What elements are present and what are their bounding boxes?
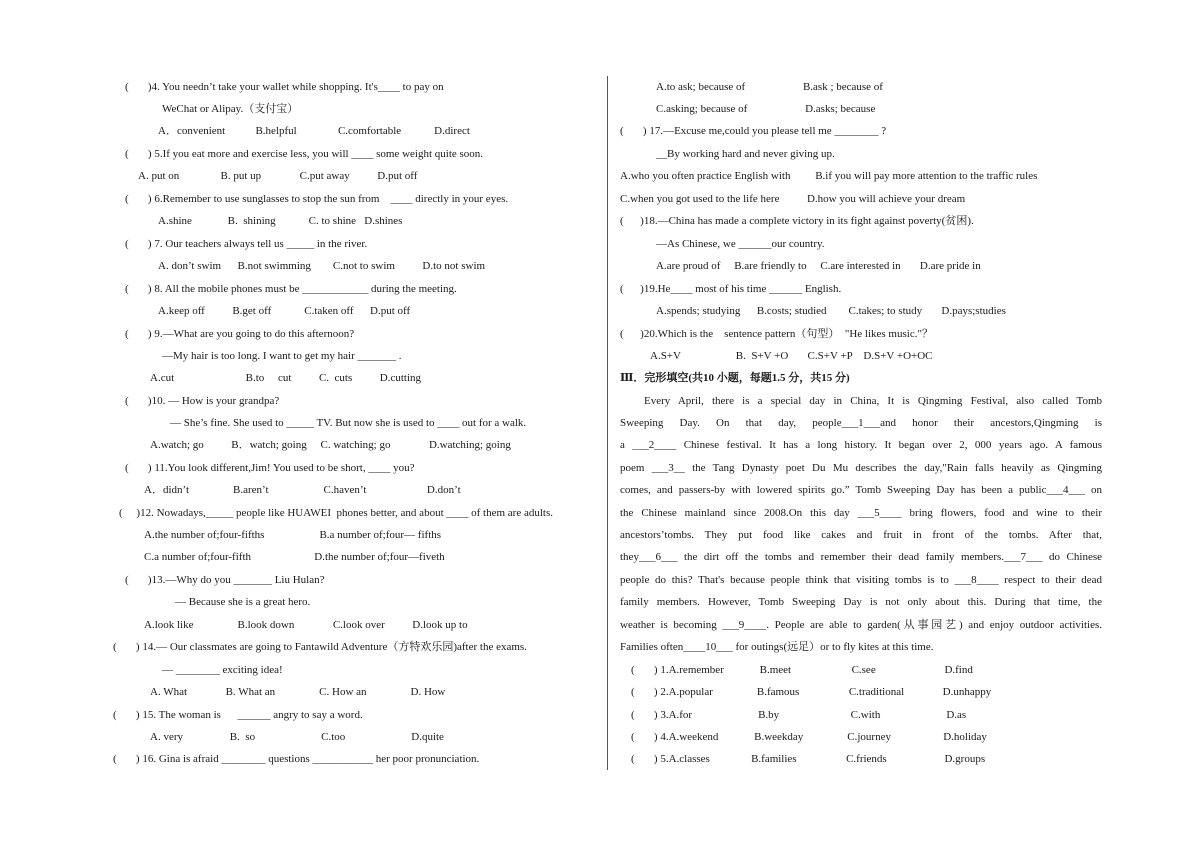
question-line: ( ) 15. The woman is ______ angry to say a word.	[113, 709, 363, 721]
question-line: __By working hard and never giving up.	[656, 148, 835, 160]
cloze-option-line: ( ) 1.A.remember B.meet C.see D.find	[631, 664, 973, 676]
passage-line: family members. However, Tomb Sweeping Day is not only about this. During that time, the	[620, 596, 1102, 608]
question-line: ( ) 14.— Our classmates are going to Fantawild Adventure（方特欢乐园)after the exams.	[113, 641, 527, 653]
passage-line: Families often____10___ for outings(远足）or to fly kites at this time.	[620, 641, 934, 653]
passage-line: comes, and passers-by with lowered spirits go.” Tomb Sweeping Day has been a public___4___ on	[620, 484, 1102, 496]
question-line: WeChat or Alipay.（支付宝）	[162, 103, 299, 115]
question-line: ( ) 7. Our teachers always tell us _____ in the river.	[125, 238, 368, 250]
question-line: C.asking; because of D.asks; because	[656, 103, 876, 115]
question-line: —As Chinese, we ______our country.	[656, 238, 825, 250]
question-line: A.the number of;four-fifths B.a number of;four— fifths	[144, 529, 442, 541]
question-line: ( ) 6.Remember to use sunglasses to stop the sun from ____ directly in your eyes.	[125, 193, 509, 205]
passage-line: the Chinese mainland since 2008.On this day ___5____ bring flowers, food and wine to their	[620, 507, 1102, 519]
question-line: A.watch; go B．watch; going C. watching; go D.watching; going	[150, 439, 511, 451]
question-line: ( )20.Which is the sentence pattern（句型） "He likes music."？	[620, 328, 933, 340]
passage-line: Every April, there is a special day in China, It is Qingming Festival, also called Tomb	[644, 395, 1102, 407]
question-line: ( )13.—Why do you _______ Liu Hulan?	[125, 574, 325, 586]
question-line: ( )10. — How is your grandpa?	[125, 395, 280, 407]
cloze-option-line: ( ) 2.A.popular B.famous C.traditional D.unhappy	[631, 686, 992, 698]
question-line: ( ) 8. All the mobile phones must be ____________ during the meeting.	[125, 283, 457, 295]
question-line: —My hair is too long. I want to get my hair _______ .	[162, 350, 402, 362]
question-line: ( ) 11.You look different,Jim! You used to be short, ____ you?	[125, 462, 415, 474]
question-line: A.spends; studying B.costs; studied C.takes; to study D.pays;studies	[656, 305, 1006, 317]
question-line: A. What B. What an C. How an D. How	[150, 686, 446, 698]
passage-line: a ___2____ Chinese festival. It has a long history. It began over 2, 000 years ago. A famous	[620, 439, 1102, 451]
cloze-option-line: ( ) 3.A.for B.by C.with D.as	[631, 709, 967, 721]
cloze-option-line: ( ) 5.A.classes B.families C.friends D.groups	[631, 753, 986, 765]
question-line: — Because she is a great hero.	[175, 596, 311, 608]
question-line: A.keep off B.get off C.taken off D.put off	[158, 305, 411, 317]
question-line: A．convenient B.helpful C.comfortable D.direct	[158, 125, 470, 137]
passage-line: they___6___ the dirt off the tombs and remember their dead family members.___7___ do Chinese	[620, 551, 1102, 563]
question-line: A. put on B. put up C.put away D.put off	[138, 170, 418, 182]
question-line: ( ) 5.If you eat more and exercise less, you will ____ some weight quite soon.	[125, 148, 484, 160]
question-line: ( ) 9.—What are you going to do this afternoon?	[125, 328, 355, 340]
question-line: ( )19.He____ most of his time ______ English.	[620, 283, 842, 295]
question-line: A.are proud of B.are friendly to C.are interested in D.are pride in	[656, 260, 981, 272]
question-line: A.cut B.to cut C. cuts D.cutting	[150, 372, 422, 384]
question-line: A.shine B. shining C. to shine D.shines	[158, 215, 403, 227]
question-line: ( )12. Nowadays,_____ people like HUAWEI phones better, and about ____ of them are adults.	[119, 507, 553, 519]
section-title: Ⅲ．完形填空(共10 小题，每题1.5 分，共15 分)	[620, 372, 850, 384]
question-line: A. very B. so C.too D.quite	[150, 731, 444, 743]
question-line: A.S+V B. S+V +O C.S+V +P D.S+V +O+OC	[650, 350, 933, 362]
question-line: A.to ask; because of B.ask ; because of	[656, 81, 883, 93]
passage-line: people do this? That's because people think that visiting tombs is to ___8____ respect to their dead	[620, 574, 1102, 586]
column-divider	[607, 76, 608, 770]
question-line: ( ) 16. Gina is afraid ________ questions ___________ her poor pronunciation.	[113, 753, 480, 765]
passage-line: poem ___3__ the Tang Dynasty poet Du Mu describes the day,"Rain falls heavily as Qingming	[620, 462, 1102, 474]
passage-line: ancestors’tombs. They put food like cakes and fruit in front of the tombs. After that,	[620, 529, 1102, 541]
question-line: A.who you often practice English with B.if you will pay more attention to the traffic rules	[620, 170, 1038, 182]
question-line: A. don’t swim B.not swimming C.not to swim D.to not swim	[158, 260, 486, 272]
question-line: — ________ exciting idea!	[162, 664, 283, 676]
passage-line: weather is becoming ___9____. People are able to garden(从事园艺) and enjoy outdoor activities.	[620, 619, 1102, 631]
question-line: C.a number of;four-fifth D.the number of;four—fiveth	[144, 551, 445, 563]
question-line: C.when you got used to the life here D.how you will achieve your dream	[620, 193, 966, 205]
question-line: ( ) 17.—Excuse me,could you please tell me ________ ?	[620, 125, 887, 137]
question-line: ( )18.—China has made a complete victory in its fight against poverty(贫困).	[620, 215, 974, 227]
cloze-option-line: ( ) 4.A.weekend B.weekday C.journey D.holiday	[631, 731, 987, 743]
question-line: — She’s fine. She used to _____ TV. But now she is used to ____ out for a walk.	[170, 417, 527, 429]
passage-line: Sweeping Day. On that day, people___1___and honor their ancestors,Qingming is	[620, 417, 1102, 429]
question-line: ( )4. You needn’t take your wallet while shopping. It's____ to pay on	[125, 81, 444, 93]
question-line: A．didn’t B.aren’t C.haven’t D.don’t	[144, 484, 461, 496]
question-line: A.look like B.look down C.look over D.look up to	[144, 619, 468, 631]
